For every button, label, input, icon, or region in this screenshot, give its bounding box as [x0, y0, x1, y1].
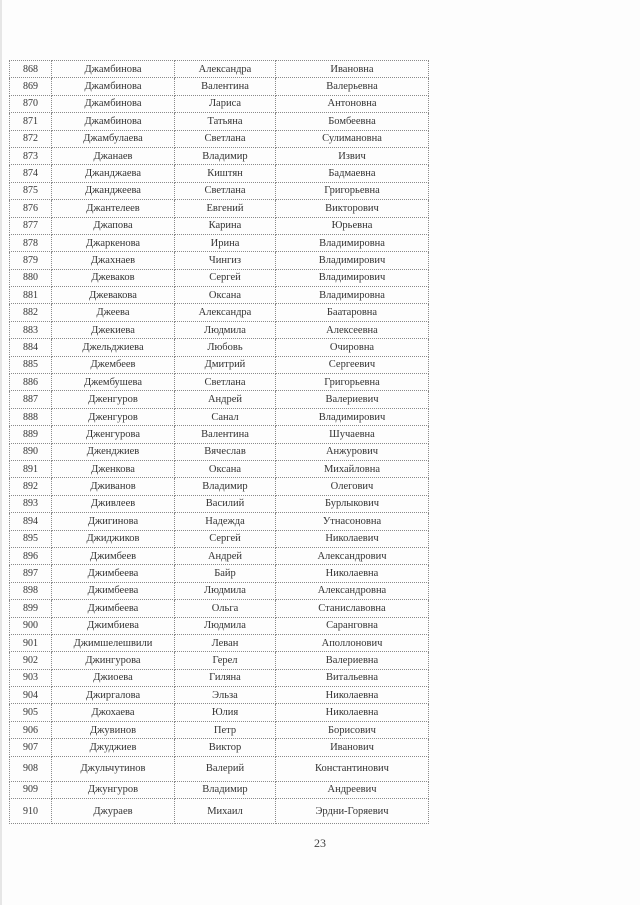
table-row: [10, 182, 429, 199]
table-row: [10, 721, 429, 738]
first-name-cell: Валентина: [175, 78, 276, 95]
row-number-cell: 900: [10, 617, 52, 634]
table-row: [10, 582, 429, 599]
table-row: [10, 356, 429, 373]
table-row: [10, 374, 429, 391]
patronymic-cell: Олегович: [276, 478, 429, 495]
patronymic-cell: Николаевна: [276, 687, 429, 704]
table-row: [10, 617, 429, 634]
row-number-cell: 884: [10, 339, 52, 356]
first-name-cell: Владимир: [175, 781, 276, 798]
table-row: [10, 61, 429, 78]
first-name-cell: Санал: [175, 408, 276, 425]
surname-cell: Джанджеева: [52, 182, 175, 199]
row-number-cell: 869: [10, 78, 52, 95]
row-number-cell: 895: [10, 530, 52, 547]
first-name-cell: Юлия: [175, 704, 276, 721]
row-number-cell: 882: [10, 304, 52, 321]
row-number-cell: 906: [10, 721, 52, 738]
row-number-cell: 901: [10, 634, 52, 651]
table-row: [10, 130, 429, 147]
surname-cell: Джанаев: [52, 147, 175, 164]
table-row: [10, 165, 429, 182]
surname-cell: Дживлеев: [52, 495, 175, 512]
surname-cell: Джиджиков: [52, 530, 175, 547]
first-name-cell: Гиляна: [175, 669, 276, 686]
first-name-cell: Карина: [175, 217, 276, 234]
row-number-cell: 876: [10, 200, 52, 217]
first-name-cell: Андрей: [175, 391, 276, 408]
first-name-cell: Александра: [175, 304, 276, 321]
first-name-cell: Андрей: [175, 547, 276, 564]
surname-cell: Джураев: [52, 799, 175, 824]
scan-edge-shadow: [0, 0, 2, 905]
patronymic-cell: Викторович: [276, 200, 429, 217]
first-name-cell: Владимир: [175, 147, 276, 164]
first-name-cell: Василий: [175, 495, 276, 512]
row-number-cell: 905: [10, 704, 52, 721]
surname-cell: Джимбеев: [52, 547, 175, 564]
table-row: [10, 252, 429, 269]
surname-cell: Дживанов: [52, 478, 175, 495]
row-number-cell: 875: [10, 182, 52, 199]
patronymic-cell: Ивановна: [276, 61, 429, 78]
row-number-cell: 898: [10, 582, 52, 599]
surname-cell: Джапова: [52, 217, 175, 234]
table-row: [10, 113, 429, 130]
row-number-cell: 889: [10, 426, 52, 443]
table-row: [10, 287, 429, 304]
patronymic-cell: Борисович: [276, 721, 429, 738]
surname-cell: Джуджиев: [52, 739, 175, 756]
patronymic-cell: Шучаевна: [276, 426, 429, 443]
patronymic-cell: Бомбеевна: [276, 113, 429, 130]
patronymic-cell: Валериевич: [276, 391, 429, 408]
row-number-cell: 887: [10, 391, 52, 408]
row-number-cell: 868: [10, 61, 52, 78]
first-name-cell: Любовь: [175, 339, 276, 356]
patronymic-cell: Саранговна: [276, 617, 429, 634]
row-number-cell: 877: [10, 217, 52, 234]
row-number-cell: 881: [10, 287, 52, 304]
row-number-cell: 888: [10, 408, 52, 425]
patronymic-cell: Александрович: [276, 547, 429, 564]
patronymic-cell: Николаевна: [276, 565, 429, 582]
page-number: 23: [314, 836, 326, 850]
row-number-cell: 909: [10, 781, 52, 798]
table-row: [10, 530, 429, 547]
table-row: [10, 460, 429, 477]
table-row: [10, 304, 429, 321]
first-name-cell: Герел: [175, 652, 276, 669]
surname-cell: Джимбиева: [52, 617, 175, 634]
surname-cell: Джеваков: [52, 269, 175, 286]
row-number-cell: 886: [10, 374, 52, 391]
first-name-cell: Ольга: [175, 600, 276, 617]
surname-cell: Джевакова: [52, 287, 175, 304]
surname-cell: Джульчутинов: [52, 756, 175, 781]
table-row: [10, 147, 429, 164]
row-number-cell: 908: [10, 756, 52, 781]
surname-cell: Джахнаев: [52, 252, 175, 269]
table-row: [10, 95, 429, 112]
surname-cell: Джеева: [52, 304, 175, 321]
table-row: [10, 495, 429, 512]
row-number-cell: 892: [10, 478, 52, 495]
surname-cell: Джимбеева: [52, 600, 175, 617]
table-row: [10, 78, 429, 95]
table-row: [10, 781, 429, 798]
table-row: [10, 687, 429, 704]
first-name-cell: Эльза: [175, 687, 276, 704]
surname-cell: Джембеев: [52, 356, 175, 373]
patronymic-cell: Утнасоновна: [276, 513, 429, 530]
first-name-cell: Сергей: [175, 530, 276, 547]
table-row: [10, 547, 429, 564]
table-row: [10, 756, 429, 781]
first-name-cell: Евгений: [175, 200, 276, 217]
table-row: [10, 426, 429, 443]
row-number-cell: 891: [10, 460, 52, 477]
patronymic-cell: Эрдни-Горяевич: [276, 799, 429, 824]
first-name-cell: Валентина: [175, 426, 276, 443]
table-row: [10, 391, 429, 408]
row-number-cell: 904: [10, 687, 52, 704]
row-number-cell: 879: [10, 252, 52, 269]
patronymic-cell: Валерьевна: [276, 78, 429, 95]
row-number-cell: 902: [10, 652, 52, 669]
surname-cell: Джимбеева: [52, 565, 175, 582]
surname-cell: Джамбинова: [52, 95, 175, 112]
first-name-cell: Дмитрий: [175, 356, 276, 373]
patronymic-cell: Владимировна: [276, 287, 429, 304]
table-row: [10, 739, 429, 756]
first-name-cell: Людмила: [175, 617, 276, 634]
surname-cell: Джанджаева: [52, 165, 175, 182]
patronymic-cell: Владимировна: [276, 234, 429, 251]
first-name-cell: Сергей: [175, 269, 276, 286]
surname-cell: Дженгуров: [52, 408, 175, 425]
patronymic-cell: Владимирович: [276, 408, 429, 425]
surname-cell: Джувинов: [52, 721, 175, 738]
row-number-cell: 874: [10, 165, 52, 182]
first-name-cell: Надежда: [175, 513, 276, 530]
surname-cell: Джимшелешвили: [52, 634, 175, 651]
table-row: [10, 799, 429, 824]
surname-cell: Джиргалова: [52, 687, 175, 704]
patronymic-cell: Николаевич: [276, 530, 429, 547]
row-number-cell: 878: [10, 234, 52, 251]
patronymic-cell: Алексеевна: [276, 321, 429, 338]
patronymic-cell: Михайловна: [276, 460, 429, 477]
surname-cell: Джохаева: [52, 704, 175, 721]
table-row: [10, 269, 429, 286]
surname-cell: Джамбинова: [52, 61, 175, 78]
first-name-cell: Михаил: [175, 799, 276, 824]
surname-cell: Джекиева: [52, 321, 175, 338]
table-row: [10, 200, 429, 217]
patronymic-cell: Николаевна: [276, 704, 429, 721]
patronymic-cell: Иванович: [276, 739, 429, 756]
row-number-cell: 894: [10, 513, 52, 530]
row-number-cell: 872: [10, 130, 52, 147]
surname-cell: Джамбинова: [52, 78, 175, 95]
patronymic-cell: Константинович: [276, 756, 429, 781]
first-name-cell: Киштян: [175, 165, 276, 182]
patronymic-cell: Сулимановна: [276, 130, 429, 147]
first-name-cell: Владимир: [175, 478, 276, 495]
row-number-cell: 903: [10, 669, 52, 686]
first-name-cell: Вячеслав: [175, 443, 276, 460]
row-number-cell: 899: [10, 600, 52, 617]
patronymic-cell: Владимирович: [276, 252, 429, 269]
patronymic-cell: Владимирович: [276, 269, 429, 286]
surname-cell: Дженджиев: [52, 443, 175, 460]
table-row: [10, 600, 429, 617]
patronymic-cell: Антоновна: [276, 95, 429, 112]
table-row: [10, 217, 429, 234]
row-number-cell: 893: [10, 495, 52, 512]
row-number-cell: 880: [10, 269, 52, 286]
table-row: [10, 669, 429, 686]
row-number-cell: 873: [10, 147, 52, 164]
surname-cell: Джингурова: [52, 652, 175, 669]
patronymic-cell: Григорьевна: [276, 374, 429, 391]
patronymic-cell: Аполлонович: [276, 634, 429, 651]
name-list-table: [9, 60, 429, 824]
surname-cell: Джантелеев: [52, 200, 175, 217]
row-number-cell: 890: [10, 443, 52, 460]
first-name-cell: Лариса: [175, 95, 276, 112]
patronymic-cell: Анжурович: [276, 443, 429, 460]
patronymic-cell: Юрьевна: [276, 217, 429, 234]
table-row: [10, 321, 429, 338]
surname-cell: Джаркенова: [52, 234, 175, 251]
first-name-cell: Виктор: [175, 739, 276, 756]
patronymic-cell: Валериевна: [276, 652, 429, 669]
table-row: [10, 443, 429, 460]
first-name-cell: Татьяна: [175, 113, 276, 130]
row-number-cell: 871: [10, 113, 52, 130]
first-name-cell: Байр: [175, 565, 276, 582]
row-number-cell: 896: [10, 547, 52, 564]
table-row: [10, 408, 429, 425]
name-list-body: [10, 61, 429, 824]
first-name-cell: Людмила: [175, 321, 276, 338]
first-name-cell: Петр: [175, 721, 276, 738]
surname-cell: Джунгуров: [52, 781, 175, 798]
table-row: [10, 234, 429, 251]
surname-cell: Джамбинова: [52, 113, 175, 130]
first-name-cell: Валерий: [175, 756, 276, 781]
patronymic-cell: Сергеевич: [276, 356, 429, 373]
row-number-cell: 907: [10, 739, 52, 756]
surname-cell: Джиоева: [52, 669, 175, 686]
first-name-cell: Оксана: [175, 460, 276, 477]
surname-cell: Джельджиева: [52, 339, 175, 356]
row-number-cell: 897: [10, 565, 52, 582]
first-name-cell: Светлана: [175, 374, 276, 391]
patronymic-cell: Александровна: [276, 582, 429, 599]
surname-cell: Джимбеева: [52, 582, 175, 599]
surname-cell: Джамбулаева: [52, 130, 175, 147]
patronymic-cell: Баатаровна: [276, 304, 429, 321]
surname-cell: Дженкова: [52, 460, 175, 477]
patronymic-cell: Очировна: [276, 339, 429, 356]
table-row: [10, 704, 429, 721]
table-row: [10, 634, 429, 651]
first-name-cell: Чингиз: [175, 252, 276, 269]
first-name-cell: Александра: [175, 61, 276, 78]
surname-cell: Дженгурова: [52, 426, 175, 443]
patronymic-cell: Григорьевна: [276, 182, 429, 199]
first-name-cell: Людмила: [175, 582, 276, 599]
first-name-cell: Оксана: [175, 287, 276, 304]
table-row: [10, 339, 429, 356]
row-number-cell: 883: [10, 321, 52, 338]
table-row: [10, 513, 429, 530]
row-number-cell: 870: [10, 95, 52, 112]
table-row: [10, 478, 429, 495]
surname-cell: Джембушева: [52, 374, 175, 391]
patronymic-cell: Витальевна: [276, 669, 429, 686]
first-name-cell: Светлана: [175, 182, 276, 199]
patronymic-cell: Бадмаевна: [276, 165, 429, 182]
table-row: [10, 652, 429, 669]
table-row: [10, 565, 429, 582]
surname-cell: Джигинова: [52, 513, 175, 530]
row-number-cell: 885: [10, 356, 52, 373]
first-name-cell: Светлана: [175, 130, 276, 147]
patronymic-cell: Андреевич: [276, 781, 429, 798]
row-number-cell: 910: [10, 799, 52, 824]
first-name-cell: Ирина: [175, 234, 276, 251]
patronymic-cell: Станиславовна: [276, 600, 429, 617]
patronymic-cell: Бурлыкович: [276, 495, 429, 512]
patronymic-cell: Извич: [276, 147, 429, 164]
surname-cell: Дженгуров: [52, 391, 175, 408]
first-name-cell: Леван: [175, 634, 276, 651]
